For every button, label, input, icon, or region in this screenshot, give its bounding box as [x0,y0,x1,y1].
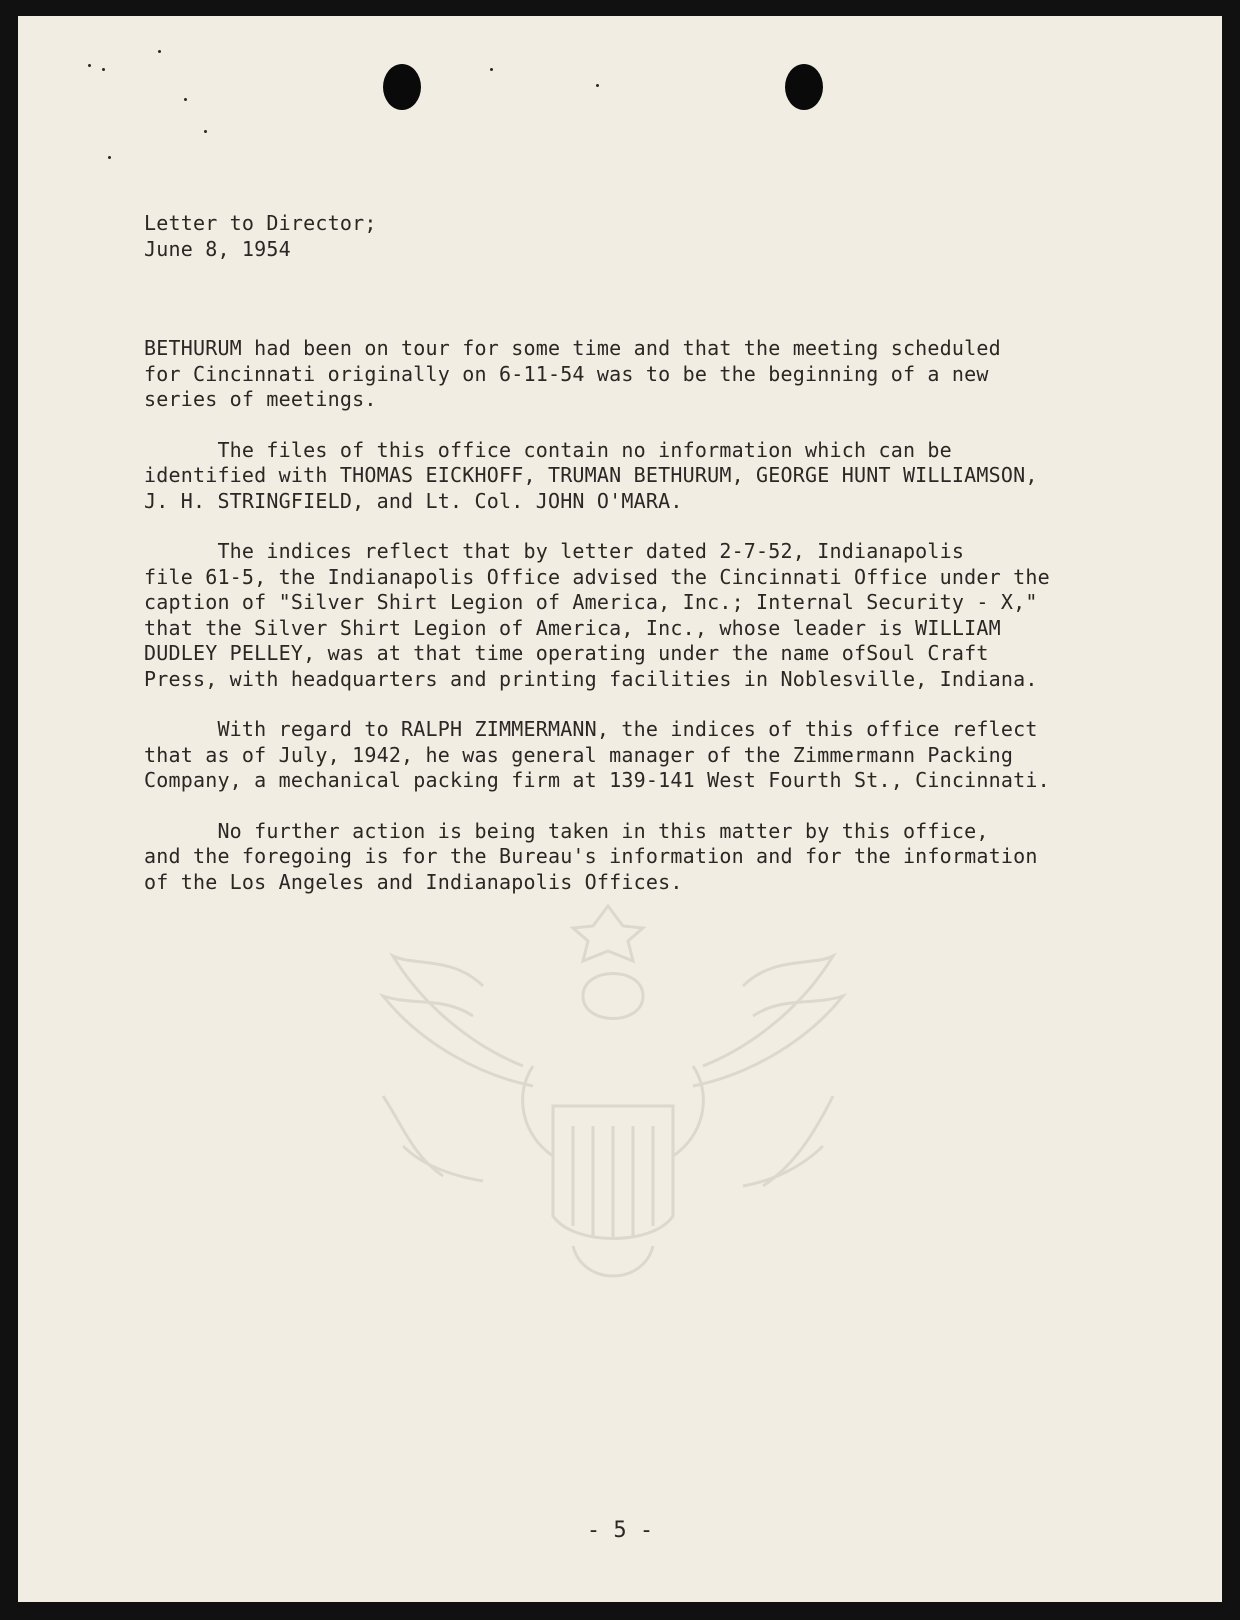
document-page [18,16,1222,1602]
paragraph-4 [144,717,1144,794]
paragraph-3 [144,539,1144,692]
text-line: of the Los Angeles and Indianapolis Offices. [144,869,683,894]
text-line: file 61-5, the Indianapolis Office advised the Cincinnati Office under the [144,564,1050,589]
punch-hole-left [383,64,421,110]
paragraph-1 [144,336,1144,413]
text-line: that as of July, 1942, he was general manager of the Zimmermann Packing [144,742,1014,767]
text-line: caption of "Silver Shirt Legion of America, Inc.; Internal Security - X," [144,590,1038,614]
text-line: that the Silver Shirt Legion of America, Inc., whose leader is WILLIAM [144,615,1001,640]
letter-body [144,336,1144,920]
text-line: identified with THOMAS EICKHOFF, TRUMAN BETHURUM, GEORGE HUNT WILLIAMSON, [144,463,1038,487]
text-line: DUDLEY PELLEY, was at that time operating under the name ofSoul Craft [144,641,989,665]
punch-hole-right [785,64,823,110]
text-line: for Cincinnati originally on 6-11-54 was to be the beginning of a new [144,361,989,386]
text-line: Press, with headquarters and printing facilities in Noblesville, Indiana. [144,666,1038,691]
text-line: J. H. STRINGFIELD, and Lt. Col. JOHN O'MARA. [144,488,683,513]
eagle-seal-watermark-icon [353,896,873,1326]
text-line: BETHURUM had been on tour for some time and that the meeting scheduled [144,336,1001,360]
text-line: Company, a mechanical packing firm at 139-141 West Fourth St., Cincinnati. [144,768,1050,792]
letter-header [144,211,377,262]
scan-speck [490,68,493,71]
text-line: The files of this office contain no information which can be [144,437,952,462]
paragraph-2 [144,438,1144,515]
page-number: - 5 - [586,1518,654,1543]
scan-speck [184,98,187,101]
header-date: June 8, 1954 [144,236,291,261]
scan-speck [204,130,207,133]
text-line: and the foregoing is for the Bureau's information and for the information [144,844,1038,868]
scan-speck [108,156,111,159]
scan-speck [88,64,91,67]
scan-speck [158,50,161,53]
scan-speck [102,68,105,71]
text-line: No further action is being taken in this matter by this office, [144,818,989,843]
text-line: The indices reflect that by letter dated 2-7-52, Indianapolis [144,539,965,563]
paragraph-5 [144,819,1144,896]
scan-speck [596,84,599,87]
text-line: series of meetings. [144,387,377,411]
header-addressee: Letter to Director; [144,211,377,235]
text-line: With regard to RALPH ZIMMERMANN, the indices of this office reflect [144,717,1038,741]
